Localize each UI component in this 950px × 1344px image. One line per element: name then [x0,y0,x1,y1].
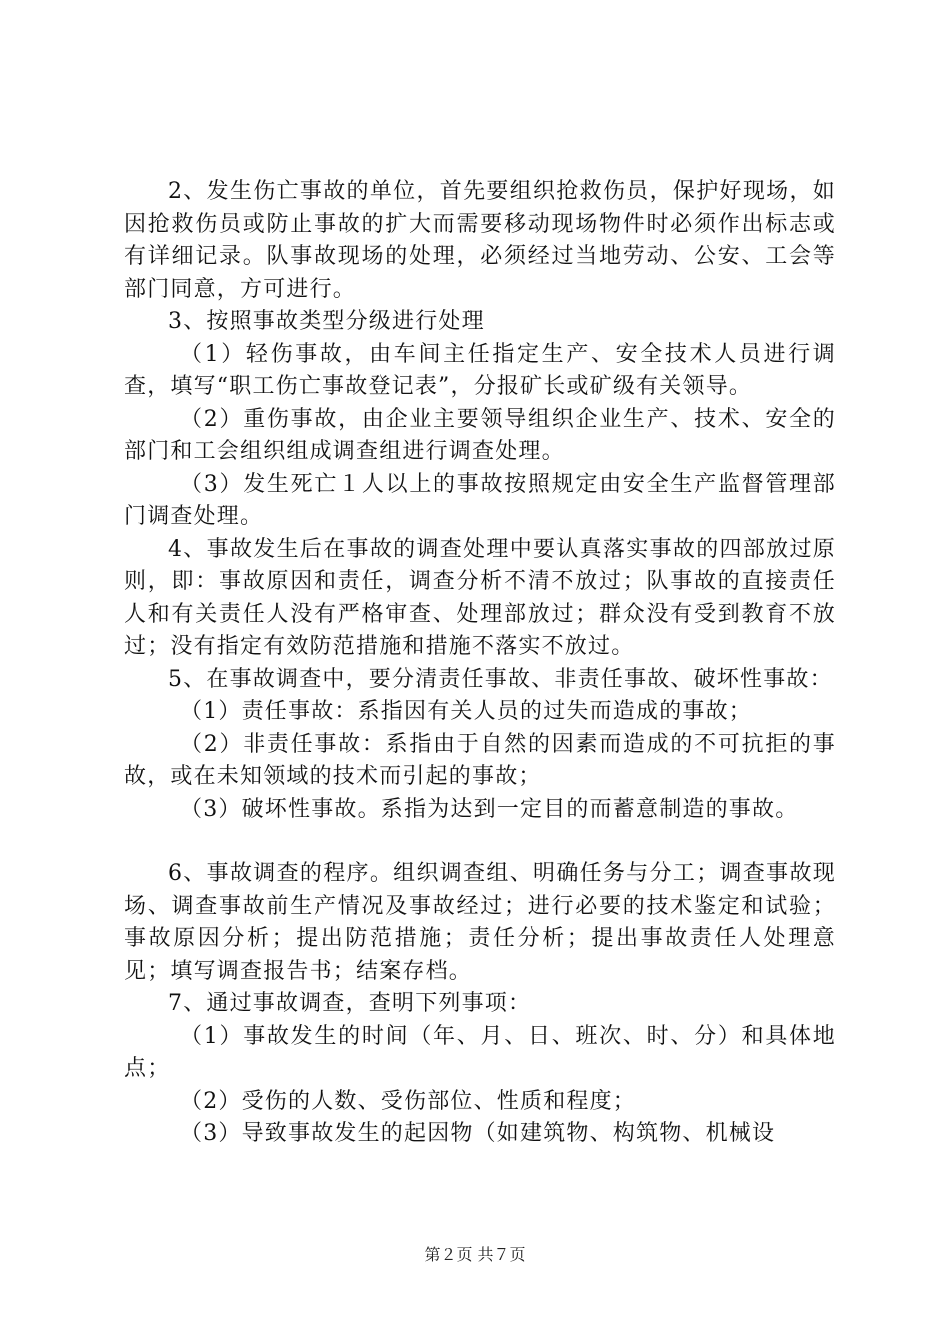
paragraph-gap [124,826,836,858]
paragraph-5-item-3: （3）破坏性事故。系指为达到一定目的而蓄意制造的事故。 [180,796,799,822]
paragraph-4: 4、事故发生后在事故的调查处理中要认真落实事故的四部放过原则，即：事故原因和责任，调查分析不清不放过；队事故的直接责任人和有关责任人没有严格审查、处理部放过；群众没有受到教育不放过；没有指定有效防范措施和措施不落实不放过。 [124,536,836,659]
paragraph-6: 6、事故调查的程序。组织调查组、明确任务与分工；调查事故现场、调查事故前生产情况及事故经过；进行必要的技术鉴定和试验；事故原因分析；提出防范措施；责任分析；提出事故责任人处理意见；填写调查报告书；结案存档。 [124,861,836,984]
paragraph-3-item-2: （2）重伤事故，由企业主要领导组织企业生产、技术、安全的部门和工会组织组成调查组进行调查处理。 [124,406,836,464]
paragraph-5-item-2: （2）非责任事故：系指由于自然的因素而造成的不可抗拒的事故，或在未知领域的技术而引起的事故； [124,731,836,789]
paragraph-7-item-2: （2）受伤的人数、受伤部位、性质和程度； [180,1088,636,1114]
paragraph-2: 2、发生伤亡事故的单位，首先要组织抢救伤员，保护好现场，如因抢救伤员或防止事故的扩大而需要移动现场物件时必须作出标志或有详细记录。队事故现场的处理，必须经过当地劳动、公安、工会等部门同意，方可进行。 [124,179,836,302]
paragraph-3-item-3: （3）发生死亡１人以上的事故按照规定由安全生产监督管理部门调查处理。 [124,471,836,529]
document-body [124,176,836,1151]
paragraph-7-heading: 7、通过事故调查，查明下列事项： [168,991,532,1016]
paragraph-7-item-3: （3）导致事故发生的起因物（如建筑物、构筑物、机械设 [180,1121,776,1146]
paragraph-3-heading: 3、按照事故类型分级进行处理 [168,309,485,334]
paragraph-5-heading: 5、在事故调查中，要分清责任事故、非责任事故、破坏性事故： [168,666,833,692]
page-footer: 第２页 共７页 [424,1245,526,1264]
paragraph-7-item-1: （1）事故发生的时间（年、月、日、班次、时、分）和具体地点； [124,1023,836,1081]
paragraph-5-item-1: （1）责任事故：系指因有关人员的过失而造成的事故； [180,699,752,724]
paragraph-3-item-1: （1）轻伤事故，由车间主任指定生产、安全技术人员进行调查，填写“职工伤亡事故登记表”，分报矿长或矿级有关领导。 [124,341,836,399]
